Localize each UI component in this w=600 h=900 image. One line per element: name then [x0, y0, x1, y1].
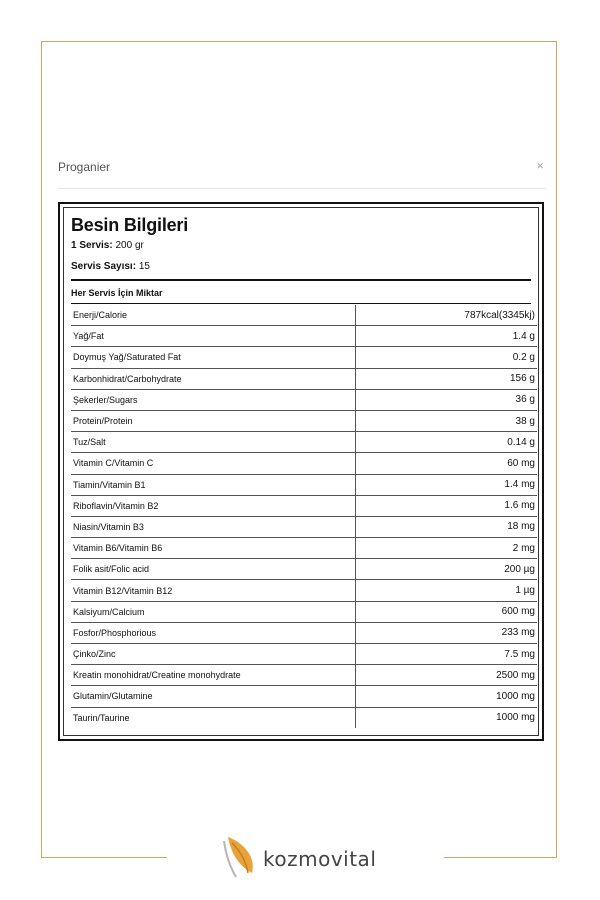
- table-row: [71, 538, 537, 559]
- modal-header: [58, 160, 546, 189]
- table-row: [71, 305, 537, 326]
- kozmovital-logo: [222, 833, 392, 879]
- nutrient-name: Vitamin B12/Vitamin B12: [71, 580, 356, 601]
- thick-divider: [71, 279, 531, 281]
- nutrient-value: 38 g: [356, 410, 538, 431]
- nutrition-title: Besin Bilgileri: [71, 215, 189, 235]
- table-row: [71, 368, 537, 389]
- table-row: [71, 516, 537, 537]
- nutrient-value: 233 mg: [356, 622, 538, 643]
- table-row: [71, 389, 537, 410]
- nutrient-value: 600 mg: [356, 601, 538, 622]
- nutrient-value: 2 mg: [356, 538, 538, 559]
- table-row: [71, 665, 537, 686]
- nutrient-name: Kreatin monohidrat/Creatine monohydrate: [71, 665, 356, 686]
- nutrient-value: 156 g: [356, 368, 538, 389]
- table-row: [71, 707, 537, 728]
- nutrient-name: Çinko/Zinc: [71, 644, 356, 665]
- servings-count: [71, 261, 150, 272]
- nutrient-name: Enerji/Calorie: [71, 305, 356, 326]
- nutrient-value: 200 µg: [356, 559, 538, 580]
- nutrient-value: 36 g: [356, 389, 538, 410]
- brand-title: Proganier: [58, 160, 111, 174]
- nutrient-name: Vitamin B6/Vitamin B6: [71, 538, 356, 559]
- nutrient-name: Vitamin C/Vitamin C: [71, 453, 356, 474]
- nutrition-facts-inner: [63, 207, 539, 736]
- feather-icon: [222, 833, 262, 879]
- frame-divider-left: [41, 857, 167, 858]
- nutrition-table: [71, 305, 537, 728]
- nutrient-name: Tiamin/Vitamin B1: [71, 474, 356, 495]
- table-row: [71, 686, 537, 707]
- nutrient-value: 0.2 g: [356, 347, 538, 368]
- table-row: [71, 580, 537, 601]
- nutrient-name: Riboflavin/Vitamin B2: [71, 495, 356, 516]
- serving-size: [71, 240, 144, 251]
- nutrient-name: Protein/Protein: [71, 410, 356, 431]
- nutrient-name: Şekerler/Sugars: [71, 389, 356, 410]
- nutrient-value: 18 mg: [356, 516, 538, 537]
- table-row: [71, 326, 537, 347]
- table-row: [71, 601, 537, 622]
- table-row: [71, 474, 537, 495]
- per-serving-heading: Her Servis İçin Miktar: [71, 288, 163, 298]
- nutrient-value: 787kcal(3345kj): [356, 305, 538, 326]
- table-row: [71, 622, 537, 643]
- table-row: [71, 495, 537, 516]
- nutrient-value: 1.4 mg: [356, 474, 538, 495]
- nutrient-name: Niasin/Vitamin B3: [71, 516, 356, 537]
- nutrient-name: Taurin/Taurine: [71, 707, 356, 728]
- serving-size-label: 1 Servis:: [71, 240, 113, 251]
- nutrient-name: Yağ/Fat: [71, 326, 356, 347]
- table-row: [71, 644, 537, 665]
- nutrient-value: 2500 mg: [356, 665, 538, 686]
- table-row: [71, 347, 537, 368]
- table-row: [71, 432, 537, 453]
- nutrient-name: Doymuş Yağ/Saturated Fat: [71, 347, 356, 368]
- nutrient-value: 7.5 mg: [356, 644, 538, 665]
- nutrient-value: 1000 mg: [496, 712, 535, 724]
- nutrient-value: 60 mg: [356, 453, 538, 474]
- nutrient-value: 1000 mg: [356, 686, 538, 707]
- nutrition-facts-panel: [58, 202, 544, 741]
- servings-count-value: 15: [138, 261, 150, 272]
- nutrient-name: Tuz/Salt: [71, 432, 356, 453]
- nutrient-name: Karbonhidrat/Carbohydrate: [71, 368, 356, 389]
- logo-text: kozmovital: [263, 847, 377, 871]
- nutrient-value: 1.6 mg: [356, 495, 538, 516]
- nutrient-value: 1.4 g: [356, 326, 538, 347]
- table-row: [71, 410, 537, 431]
- nutrient-name: Glutamin/Glutamine: [71, 686, 356, 707]
- nutrient-value: 0.14 g: [356, 432, 538, 453]
- servings-count-label: Servis Sayısı:: [71, 261, 137, 272]
- serving-size-value: 200 gr: [115, 240, 144, 251]
- table-row: [71, 453, 537, 474]
- nutrient-name: Kalsiyum/Calcium: [71, 601, 356, 622]
- nutrient-name: Fosfor/Phosphorious: [71, 622, 356, 643]
- table-row: [71, 559, 537, 580]
- nutrient-value: 1 µg: [356, 580, 538, 601]
- section-divider: [71, 303, 531, 304]
- frame-divider-right: [444, 857, 557, 858]
- nutrient-name: Folik asit/Folic acid: [71, 559, 356, 580]
- close-icon[interactable]: ×: [536, 158, 544, 173]
